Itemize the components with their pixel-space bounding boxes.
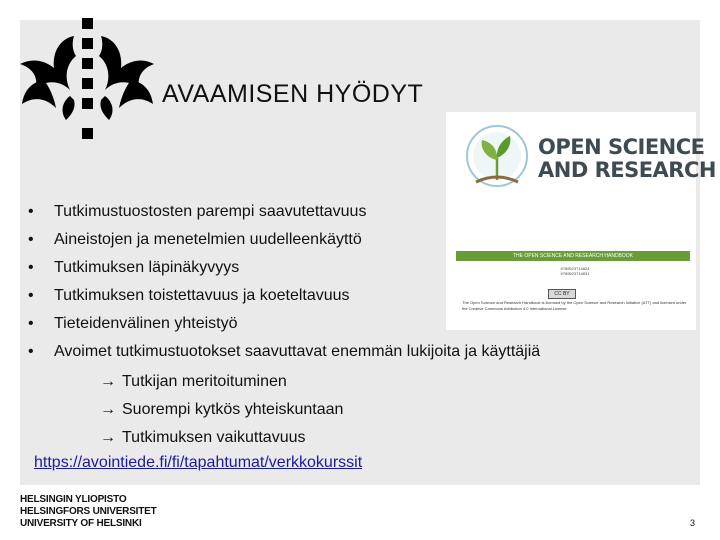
university-name-line: HELSINGIN YLIOPISTO: [20, 494, 127, 505]
course-link[interactable]: https://avointiede.fi/fi/tapahtumat/verkkokurssit: [34, 454, 363, 471]
seedling-icon: [462, 118, 532, 196]
bullet-text: Tutkimuksen toistettavuus ja koeteltavuus: [54, 287, 350, 304]
osr-band-text: THE OPEN SCIENCE AND RESEARCH HANDBOOK: [512, 253, 634, 259]
bullet-list: [28, 198, 540, 366]
bullet-glyph: •: [28, 203, 34, 220]
list-item: [28, 338, 540, 366]
university-flame-logo: [14, 16, 154, 151]
osr-license-text: The Open Science and Research Handbook is licensed by the Open Science and Research Initiative (ATT) and licensed under the Creative Commons Attribution 4.0 International License.: [462, 300, 687, 311]
sub-point: [100, 396, 343, 424]
osr-title: OPEN SCIENCE AND RESEARCH: [538, 135, 716, 182]
bullet-glyph: •: [28, 315, 34, 332]
bullet-glyph: •: [28, 343, 34, 360]
bullet-glyph: •: [28, 287, 34, 304]
university-name: [20, 494, 157, 530]
arrow-right-icon: →: [100, 401, 116, 418]
sub-point: [100, 424, 343, 452]
bullet-glyph: •: [28, 259, 34, 276]
arrow-right-icon: →: [100, 429, 116, 446]
bullet-text: Tieteidenvälinen yhteistyö: [54, 315, 238, 332]
list-item: [28, 254, 540, 282]
university-name-line: HELSINGFORS UNIVERSITET: [20, 506, 157, 517]
university-name-line: UNIVERSITY OF HELSINKI: [20, 518, 142, 529]
bullet-text: Tutkimuksen läpinäkyvyys: [54, 259, 240, 276]
osr-isbn: 9789523714824 9789523714831: [560, 266, 590, 276]
sub-point: [100, 368, 343, 396]
bullet-text: Aineistojen ja menetelmien uudelleenkäyttö: [54, 231, 362, 248]
cc-license-badge: CC BY: [548, 289, 576, 299]
sub-point-text: Tutkijan meritoituminen: [122, 373, 287, 390]
arrow-right-icon: →: [100, 373, 116, 390]
page-number: 3: [690, 518, 696, 528]
list-item: [28, 310, 540, 338]
sub-point-list: [100, 368, 343, 452]
sub-point-text: Tutkimuksen vaikuttavuus: [122, 429, 306, 446]
list-item: [28, 226, 540, 254]
bullet-text: Avoimet tutkimustuotokset saavuttavat enemmän lukijoita ja käyttäjiä: [54, 343, 541, 360]
slide-title: AVAAMISEN HYÖDYT: [162, 80, 424, 108]
sub-point-text: Suorempi kytkös yhteiskuntaan: [122, 401, 344, 418]
bullet-glyph: •: [28, 231, 34, 248]
bullet-text: Tutkimustuostosten parempi saavutettavuus: [54, 203, 367, 220]
list-item: [28, 282, 540, 310]
list-item: [28, 198, 540, 226]
